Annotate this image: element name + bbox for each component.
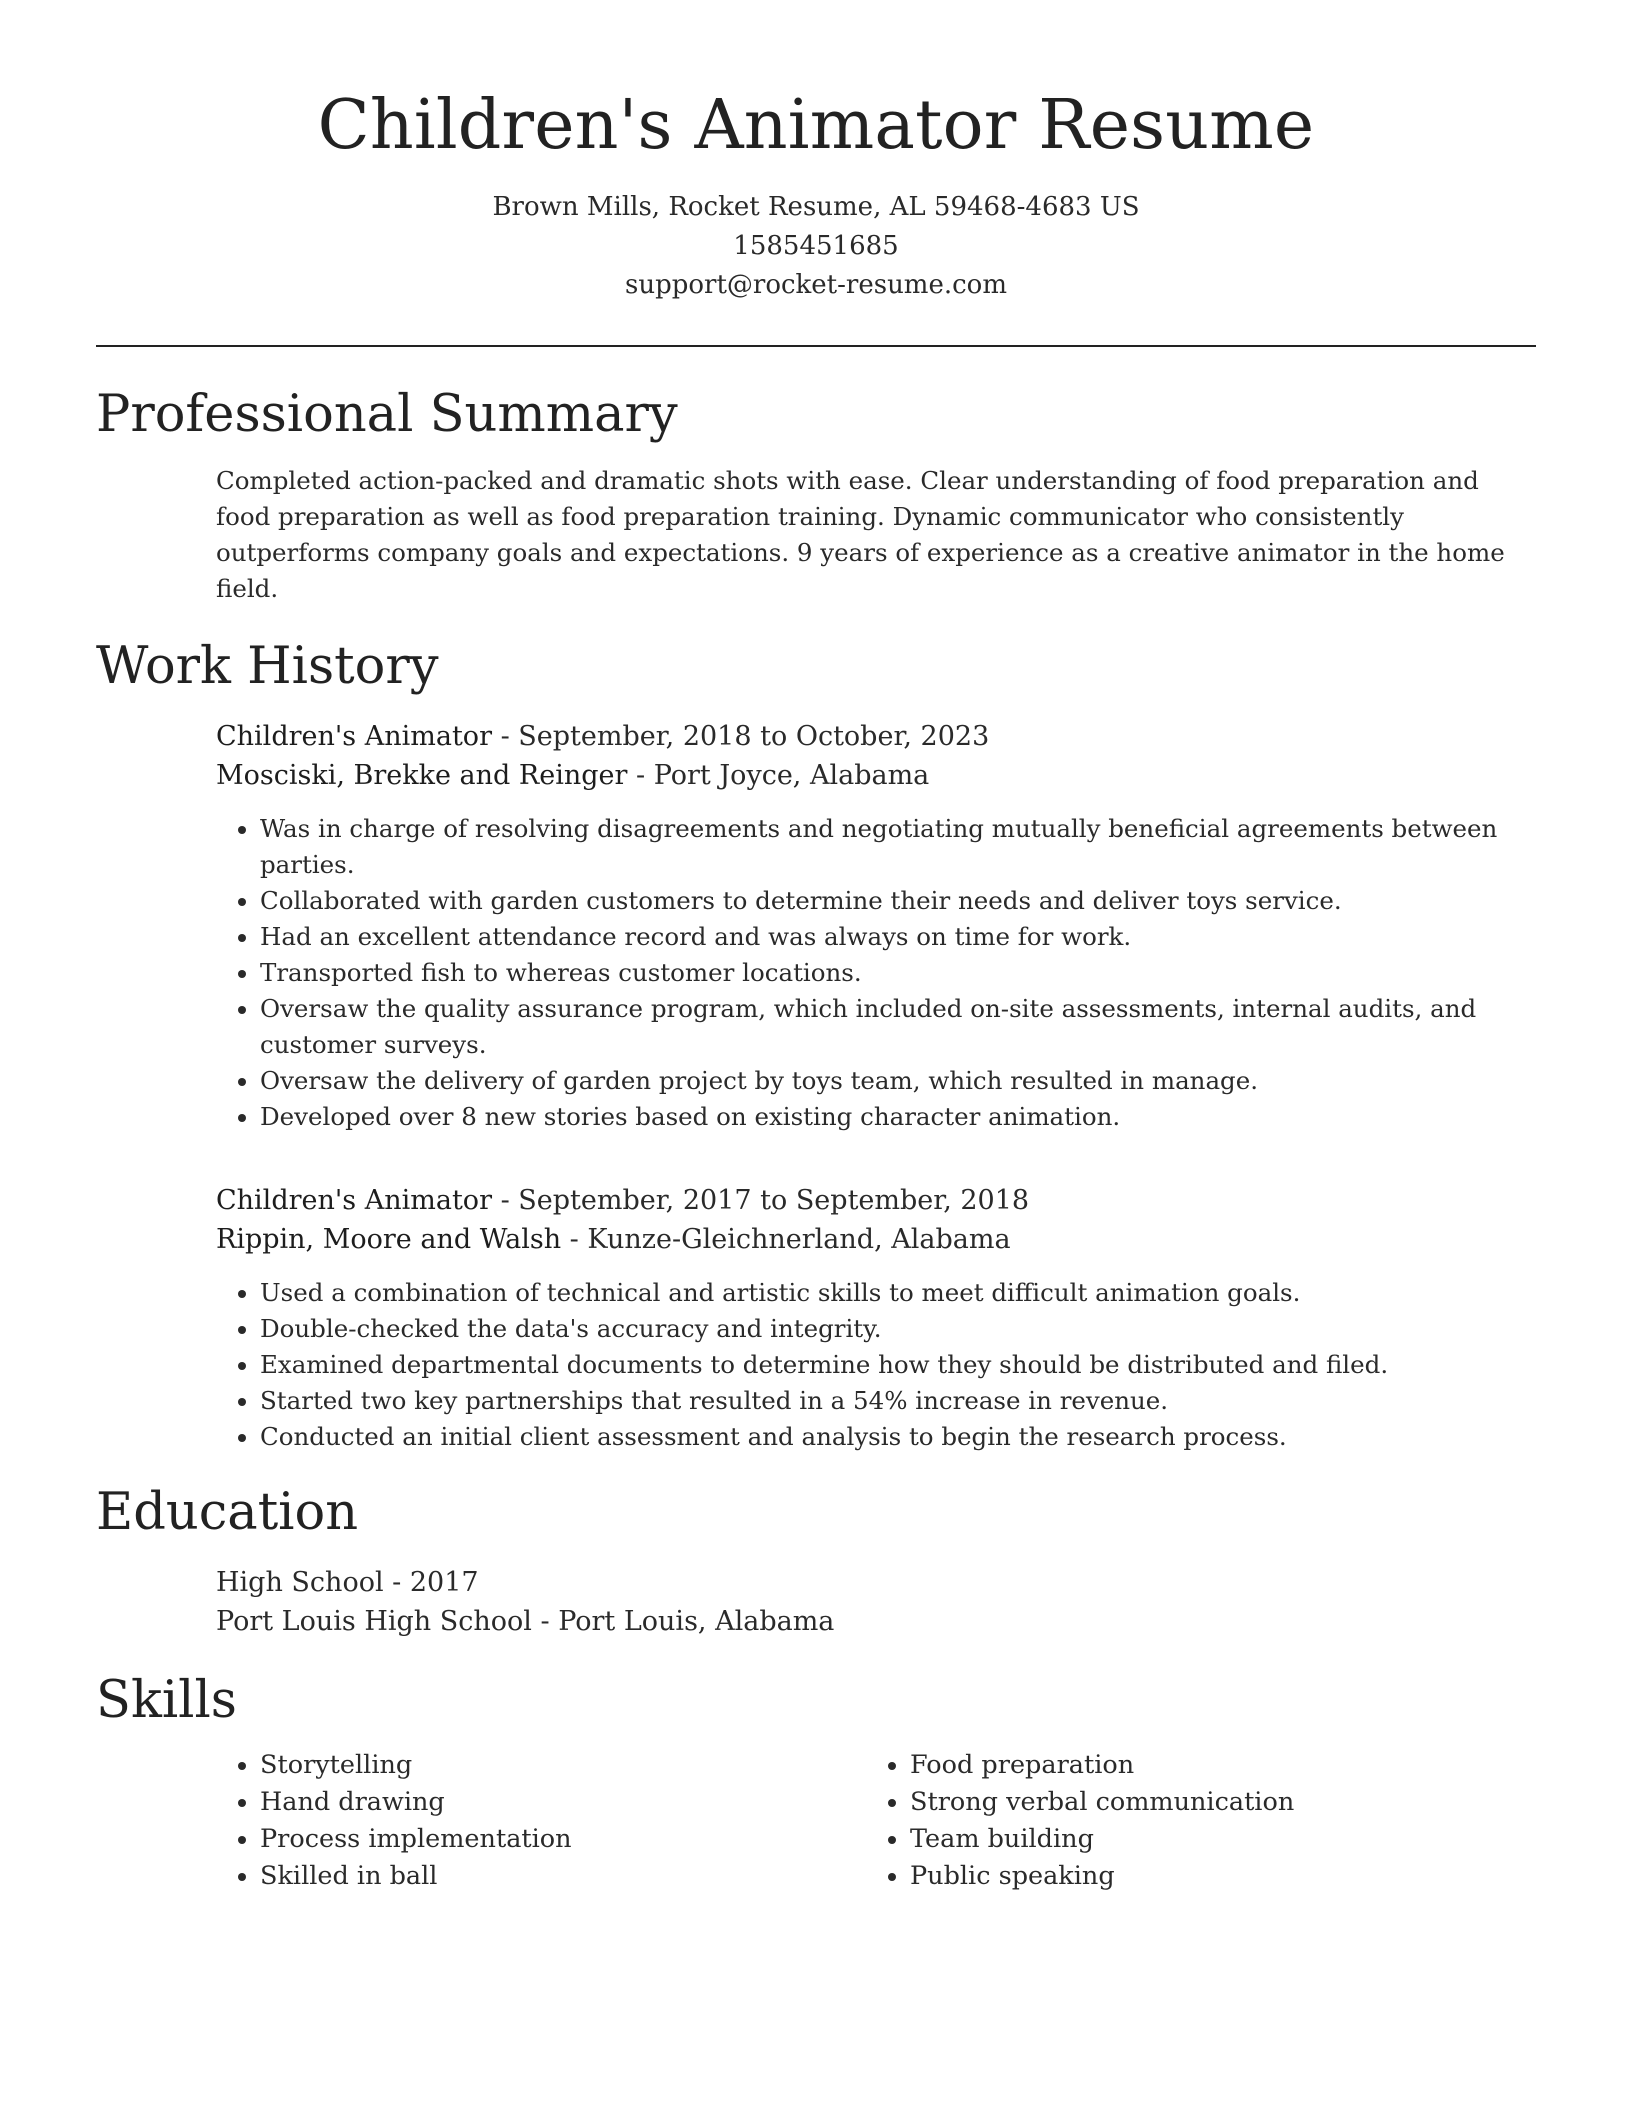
job-entry [216,717,1536,1135]
education-degree-line [216,1563,1536,1602]
contact-phone: 1585451685 [733,231,899,261]
list-item: • Started two key partnerships that resulted in a 54% increase in revenue. [260,1383,1536,1419]
contact-address: Brown Mills, Rocket Resume, AL 59468-4683 US [492,192,1140,222]
job-company: Mosciski, Brekke and Reinger [216,760,628,791]
skills-column-right [866,1747,1294,1895]
list-item: • Used a combination of technical and artistic skills to meet difficult animation goals. [260,1275,1536,1311]
job-company: Rippin, Moore and Walsh [216,1224,562,1255]
job-bullet-list [216,811,1536,1135]
section-title-skills: Skills [96,1671,237,1730]
skills-grid [216,1747,1536,1895]
header-divider [96,345,1536,347]
list-item: • Developed over 8 new stories based on existing character animation. [260,1099,1536,1135]
list-item: • Team building [910,1821,1294,1858]
list-item: • Double-checked the data's accuracy and integrity. [260,1311,1536,1347]
section-title-work: Work History [96,637,439,696]
job-company-line [216,756,1536,795]
list-item: • Process implementation [260,1821,866,1858]
contact-info [96,188,1536,305]
list-item: • Conducted an initial client assessment and analysis to begin the research process. [260,1419,1536,1455]
job-title-line [216,717,1536,756]
education-section [96,1483,1536,1641]
work-history-section [96,637,1536,1455]
list-item: • Examined departmental documents to determine how they should be distributed and filed. [260,1347,1536,1383]
professional-summary-section [96,385,1536,607]
education-school: Port Louis High School [216,1606,532,1637]
list-item: • Skilled in ball [260,1858,866,1895]
skills-column-left [216,1747,866,1895]
list-item: • Food preparation [910,1747,1294,1784]
list-item: • Hand drawing [260,1784,866,1821]
list-item: • Transported fish to whereas customer locations. [260,955,1536,991]
education-location: - Port Louis, Alabama [531,1606,835,1637]
summary-text: Completed action-packed and dramatic shots with ease. Clear understanding of food preparation and food preparation as well as food preparation training. Dynamic communicator who consistently outperforms company goals and expectations. 9 years of experience as a creative animator in the home field. [216,466,1505,603]
job-entry [216,1181,1536,1455]
job-location: - Port Joyce, Alabama [627,760,930,791]
skills-section [96,1671,1536,1895]
education-degree: High School [216,1567,384,1598]
job-company-line [216,1220,1536,1259]
list-item: • Oversaw the quality assurance program, which included on-site assessments, internal audits, and customer surveys. [260,991,1536,1063]
list-item: • Storytelling [260,1747,866,1784]
list-item: • Collaborated with garden customers to determine their needs and deliver toys service. [260,883,1536,919]
education-school-line [216,1602,1536,1641]
job-role: Children's Animator [216,721,492,752]
list-item: • Oversaw the delivery of garden project by toys team, which resulted in manage. [260,1063,1536,1099]
section-title-education: Education [96,1483,359,1542]
job-location: - Kunze-Gleichnerland, Alabama [561,1224,1011,1255]
resume-title: Children's Animator Resume [317,86,1315,165]
job-dates: - September, 2018 to October, 2023 [491,721,990,752]
list-item: • Had an excellent attendance record and was always on time for work. [260,919,1536,955]
list-item: • Strong verbal communication [910,1784,1294,1821]
education-year: - 2017 [383,1567,479,1598]
contact-email: support@rocket-resume.com [624,270,1007,300]
section-title-summary: Professional Summary [96,385,678,444]
list-item: • Was in charge of resolving disagreements and negotiating mutually beneficial agreements between parties. [260,811,1536,883]
resume-header [96,0,1536,305]
list-item: • Public speaking [910,1858,1294,1895]
job-dates: - September, 2017 to September, 2018 [491,1185,1030,1216]
job-bullet-list [216,1275,1536,1455]
job-role: Children's Animator [216,1185,492,1216]
job-title-line [216,1181,1536,1220]
